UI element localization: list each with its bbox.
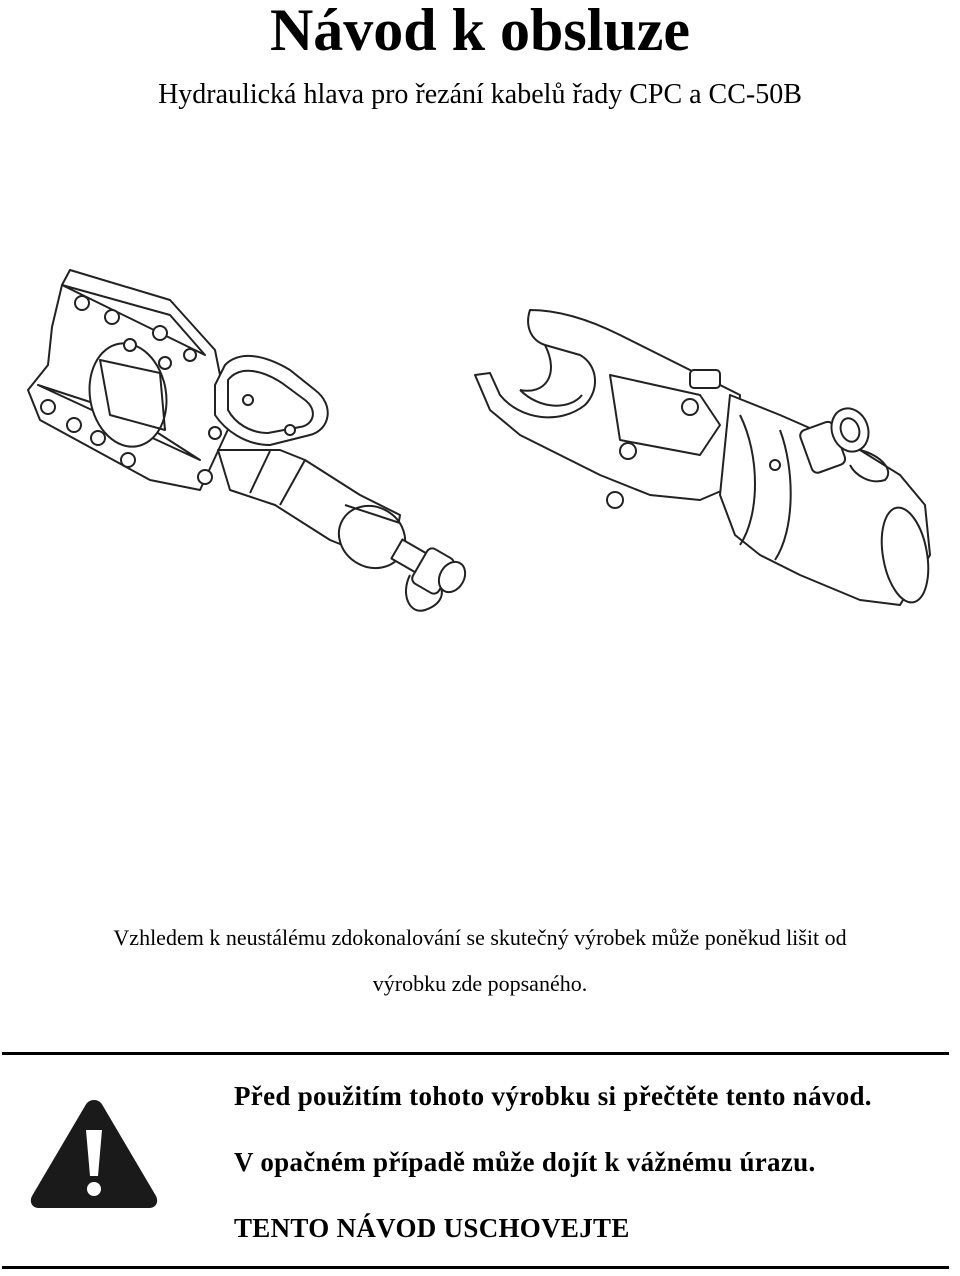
notice-text-line1: Vzhledem k neustálému zdokonalování se skutečný výrobek může poněkud lišit od <box>113 925 847 950</box>
cable-cutter-illustration <box>0 255 960 630</box>
handle-ring-left <box>215 356 328 445</box>
divider-bottom <box>2 1266 949 1269</box>
page-subtitle: Hydraulická hlava pro řezání kabelů řady CPC a CC-50B <box>158 79 802 110</box>
cylinder-body-left <box>218 450 416 580</box>
warning-line-3: TENTO NÁVOD USCHOVEJTE <box>234 1213 630 1243</box>
notice-text-line2: výrobku zde popsaného. <box>372 971 588 996</box>
warning-line-1: Před použitím tohoto výrobku si přečtěte tento návod. <box>234 1081 872 1111</box>
divider-top <box>2 1052 949 1055</box>
warning-line-2: V opačném případě může dojít k vážnému úrazu. <box>234 1147 816 1177</box>
coupler-left <box>391 539 470 610</box>
page-title: Návod k obsluze <box>269 0 691 63</box>
warning-triangle-icon <box>28 1096 160 1210</box>
cutter-head-right <box>475 310 740 508</box>
cutter-head-left <box>28 270 230 490</box>
